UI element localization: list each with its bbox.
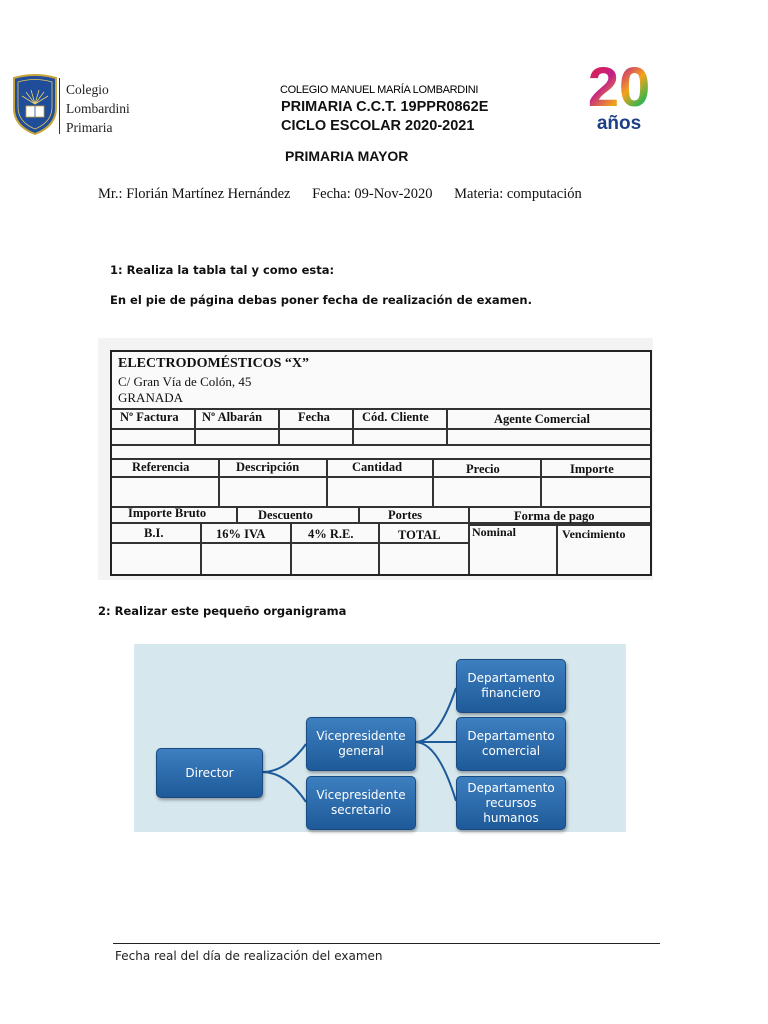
form-col-surcharge: 4% R.E. xyxy=(308,527,354,541)
school-cct: PRIMARIA C.C.T. 19PPR0862E xyxy=(281,99,489,115)
teacher-name: Mr.: Florián Martínez Hernández xyxy=(98,186,291,202)
exam-date: Fecha: 09-Nov-2020 xyxy=(312,186,433,202)
form-col-price: Precio xyxy=(466,462,500,476)
school-cycle: CICLO ESCOLAR 2020-2021 xyxy=(281,118,475,134)
instruction-task-1-note: En el pie de página debas poner fecha de realización de examen. xyxy=(110,293,532,307)
instruction-task-2: 2: Realizar este pequeño organigrama xyxy=(98,604,347,618)
org-node-dept-hr-line-1: Departamento xyxy=(467,780,555,795)
form-company: ELECTRODOMÉSTICOS “X” xyxy=(118,356,309,371)
form-col-shipping: Portes xyxy=(388,508,423,522)
org-node-dept-commercial xyxy=(456,717,566,771)
logo-line-1: Colegio xyxy=(66,82,109,97)
form-col-amount: Importe xyxy=(570,462,614,476)
form-col-client-code: Cód. Cliente xyxy=(362,410,429,424)
org-node-vp-secretary-line-2: secretario xyxy=(331,803,391,817)
org-node-director-label: Director xyxy=(185,765,234,780)
org-node-vp-general-line-1: Vicepresidente xyxy=(316,729,406,743)
exam-subject: Materia: computación xyxy=(454,186,582,202)
org-node-dept-finance-line-2: financiero xyxy=(481,686,541,700)
form-col-delivery-note: Nº Albarán xyxy=(202,410,263,424)
form-col-reference: Referencia xyxy=(132,460,190,474)
org-node-dept-finance-line-1: Departamento xyxy=(467,671,555,685)
form-col-invoice: Nº Factura xyxy=(120,410,179,424)
org-node-dept-hr-line-3: humanos xyxy=(483,810,539,825)
form-col-quantity: Cantidad xyxy=(352,460,403,474)
exam-info-line xyxy=(98,186,600,203)
anniversary-number: 20 xyxy=(587,58,651,118)
invoice-form-image xyxy=(98,338,653,580)
form-col-payment: Forma de pago xyxy=(514,509,595,523)
form-col-description: Descripción xyxy=(236,460,300,474)
org-node-dept-finance xyxy=(456,659,566,713)
org-chart-image xyxy=(134,644,626,832)
form-col-nominal: Nominal xyxy=(472,525,517,539)
form-col-date: Fecha xyxy=(298,410,330,424)
org-node-dept-commercial-line-2: comercial xyxy=(481,744,541,758)
school-shield-logo xyxy=(12,74,58,136)
form-col-agent: Agente Comercial xyxy=(494,412,590,426)
form-col-gross: Importe Bruto xyxy=(128,506,207,520)
org-node-vp-general xyxy=(306,717,416,771)
logo-line-2: Lombardini xyxy=(66,101,130,116)
org-node-vp-general-line-2: general xyxy=(338,744,384,758)
logo-line-3: Primaria xyxy=(66,120,113,135)
org-node-vp-secretary xyxy=(306,776,416,830)
form-col-total: TOTAL xyxy=(398,528,441,542)
form-address: C/ Gran Vía de Colón, 45 xyxy=(118,374,252,389)
school-name: COLEGIO MANUEL MARÍA LOMBARDINI xyxy=(280,84,479,96)
footer-divider xyxy=(113,943,660,944)
org-node-dept-commercial-line-1: Departamento xyxy=(467,729,555,743)
anniversary-logo xyxy=(585,58,653,132)
form-city: GRANADA xyxy=(118,390,183,405)
school-logo-text xyxy=(66,80,130,137)
form-col-vat: 16% IVA xyxy=(216,527,266,541)
logo-divider xyxy=(59,78,60,134)
org-node-director xyxy=(156,748,263,798)
invoice-form-box xyxy=(110,350,652,576)
org-node-dept-hr xyxy=(456,776,566,830)
footer-text: Fecha real del día de realización del examen xyxy=(115,949,383,963)
form-col-tax-base: B.I. xyxy=(144,526,164,540)
org-node-dept-hr-line-2: recursos xyxy=(485,795,537,810)
instruction-task-1: 1: Realiza la tabla tal y como esta: xyxy=(110,263,335,277)
anniversary-word: años xyxy=(596,113,642,132)
section-title: PRIMARIA MAYOR xyxy=(285,148,409,164)
form-col-due: Vencimiento xyxy=(562,527,626,541)
org-node-vp-secretary-line-1: Vicepresidente xyxy=(316,788,406,802)
form-col-discount: Descuento xyxy=(258,508,313,522)
